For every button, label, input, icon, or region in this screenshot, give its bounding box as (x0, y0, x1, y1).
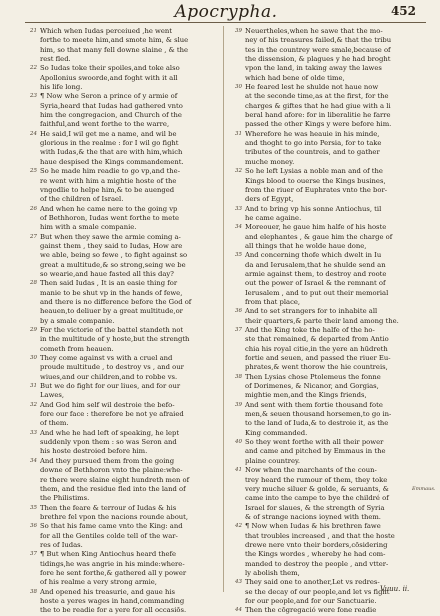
text-line (230, 167, 424, 176)
line-text: da and Ierusalem,that he shulde send an (245, 260, 386, 269)
line-text: and elephantes , & gaue him the charge of (245, 232, 393, 241)
verse-number: 42 (235, 523, 242, 530)
running-title: Apocrypha. (174, 2, 278, 22)
line-text: them, and the residue fled into the land of (40, 484, 186, 493)
line-text: the dissension, & plagues y he had broght (245, 55, 391, 64)
line-text: him, so that many fell downe slaine , & the (40, 45, 188, 54)
text-line (230, 148, 424, 157)
line-text: so wearie,and haue fasted all this day? (40, 269, 174, 278)
text-line (230, 55, 424, 64)
line-text: And God him self wil destroie the befo- (40, 400, 175, 409)
text-line (25, 120, 219, 129)
line-text: wiues,and our children,and to robbe vs. (40, 372, 178, 381)
line-text: Apollonius swoorde,and foght with it all (40, 73, 178, 82)
text-line (230, 27, 424, 36)
text-line (25, 466, 219, 475)
verse-number: 33 (30, 429, 37, 436)
verse-number: 37 (30, 551, 37, 558)
line-text: and thoght to go into Persia, for to take (245, 139, 382, 148)
text-line (230, 195, 424, 204)
line-text: fortie and seuen, and passed the riuer Eu- (245, 354, 391, 363)
line-text: fore our face : therefore be not ye afraied (40, 410, 184, 419)
text-line (25, 373, 219, 382)
line-text: ¶ But when King Antiochus heard thefe (40, 550, 177, 559)
line-text: him with a smale companie. (40, 223, 137, 232)
line-text: And the King toke the halfe of the ho- (245, 326, 375, 334)
text-line (25, 298, 219, 307)
text-line (230, 74, 424, 83)
verse-number: 32 (30, 401, 37, 408)
line-text: And opened his treasurie, and gaue his (40, 587, 176, 596)
line-text: gainst them , they said to Iudas, How are (40, 241, 183, 250)
line-text: to the land of Iuda,& to destroie it, as the (245, 419, 389, 428)
verse-number: 25 (30, 168, 37, 175)
text-line (25, 476, 219, 485)
line-text: armie against them, to destroy and roote (245, 269, 387, 278)
line-text: For the victorie of the battel standeth not (40, 326, 184, 334)
line-text: the Philistims. (40, 494, 90, 503)
text-line (230, 289, 424, 298)
verse-number: 24 (30, 130, 37, 137)
line-text: forthe to meete him,and smote him, & slue (40, 36, 189, 45)
text-line (25, 532, 219, 541)
text-line (25, 429, 219, 438)
line-text: ste that remained, & departed from Antio (245, 335, 389, 344)
line-text: Lawes, (40, 391, 65, 400)
line-text: manie to be shut vp in the hands of fewe, (40, 288, 183, 297)
line-text: phrates,& went thorow the hie countreis, (245, 363, 388, 372)
text-line (25, 27, 219, 36)
verse-number: 23 (30, 93, 37, 100)
line-text: And sent with them fortie thousand fote (245, 400, 383, 409)
text-line (230, 139, 424, 148)
text-line (25, 597, 219, 606)
line-text: in the multitude of y hoste,but the strength (40, 335, 190, 344)
line-text: ly abolish them, (245, 568, 300, 577)
text-line (25, 130, 219, 139)
line-text: Ierusalem , and to put out their memorial (245, 288, 389, 297)
text-line (230, 120, 424, 129)
verse-number: 40 (235, 439, 242, 446)
text-line (25, 419, 219, 428)
verse-number: 30 (235, 84, 242, 91)
line-text: passed the other Kings y were before him. (245, 120, 392, 129)
text-line (230, 307, 424, 316)
text-line (230, 130, 424, 139)
line-text: glorious in the realme : for I wil go fight (40, 139, 179, 148)
text-line (25, 214, 219, 223)
text-line (230, 64, 424, 73)
line-text: ders of Egypt, (245, 195, 294, 204)
verse-number: 29 (30, 327, 37, 333)
text-line (25, 578, 219, 587)
line-text: out the power of Israel & the remnant of (245, 279, 386, 288)
text-line (230, 279, 424, 288)
verse-number: 36 (30, 523, 37, 530)
text-line (230, 391, 424, 400)
text-line (25, 410, 219, 419)
text-line (25, 345, 219, 354)
text-line (230, 111, 424, 120)
verse-number: 31 (235, 130, 242, 137)
left-column (25, 27, 219, 616)
line-text: Then the cōgregació were fone readie (245, 606, 377, 615)
text-line (25, 242, 219, 251)
right-column (230, 27, 424, 616)
line-text: hoste a yeres wages in hand,commanding (40, 596, 185, 605)
line-text: So he left Lysias a noble man and of the (245, 167, 383, 176)
line-text: rest fled. (40, 55, 71, 64)
verse-number: 36 (235, 308, 242, 315)
verse-number: 34 (30, 457, 37, 464)
text-line (230, 92, 424, 101)
line-text: trey heard the rumour of them, they toke (245, 475, 388, 484)
line-text: So Iudas toke their spoiles,and toke also (40, 64, 180, 73)
text-line (25, 606, 219, 615)
line-text: Then the feare & terrour of Iudas & his (40, 503, 177, 512)
text-line (25, 205, 219, 214)
line-text: all things that he wolde haue done, (245, 241, 367, 250)
line-text: of Dorimenes, & Nicanor, and Gorgias, (245, 382, 379, 391)
line-text: tes in the countrey were smale,because of (245, 45, 391, 54)
column-divider (223, 26, 224, 592)
line-text: And concerning thofe which dwelt in Iu (245, 251, 382, 260)
text-line (25, 317, 219, 326)
text-line (25, 177, 219, 186)
text-line (230, 485, 424, 494)
text-line (25, 494, 219, 503)
text-line (230, 541, 424, 550)
line-text: mightie men,and the Kings friends, (245, 391, 367, 400)
line-text: res of Iudas. (40, 540, 83, 549)
text-line (25, 550, 219, 559)
line-text: And they pursued them from the going (40, 456, 175, 465)
text-line (230, 158, 424, 167)
line-text: King commanded. (245, 428, 308, 437)
line-text: their quarters,& parte their land among the. (245, 316, 399, 325)
text-line (25, 55, 219, 64)
line-text: Which when Iudas perceiued ,he went (40, 27, 172, 35)
line-text: & of strange nacions ioyned with them. (245, 512, 381, 521)
text-line (25, 289, 219, 298)
verse-number: 43 (235, 579, 242, 586)
text-line (230, 214, 424, 223)
text-line (230, 335, 424, 344)
verse-number: 38 (235, 373, 242, 380)
verse-number: 32 (235, 168, 242, 175)
text-line (230, 513, 424, 522)
text-line (25, 46, 219, 55)
text-line (25, 401, 219, 410)
text-line (230, 317, 424, 326)
text-line (25, 251, 219, 260)
line-text: tidings,he was angrie in his minde:where- (40, 559, 185, 568)
line-text: And whe he had left of speaking, he lept (40, 428, 180, 437)
text-line (230, 466, 424, 475)
text-line (230, 476, 424, 485)
text-line (25, 335, 219, 344)
line-text: But we do fight for our liues, and for our (40, 382, 181, 391)
line-text: faithful,and went forthe to the warre, (40, 120, 170, 129)
line-text: And to bring vp his sonne Antiochus, til (245, 204, 382, 213)
text-line (25, 588, 219, 597)
line-text: Then said Iudas , It is an easie thing for (40, 279, 178, 288)
line-text: Neuertheles,when he sawe that the mo- (245, 27, 383, 35)
line-text: Syria,heard that Iudas had gathered vnto (40, 101, 183, 110)
text-line (25, 167, 219, 176)
line-text: Moreouer, he gaue him halfe of his hoste (245, 223, 387, 232)
line-text: from that place, (245, 297, 301, 306)
text-line (230, 363, 424, 372)
verse-number: 22 (30, 65, 37, 72)
line-text: plaine countrey. (245, 456, 301, 465)
text-line (230, 205, 424, 214)
line-text: heauen,to deliuer by a great multitude,or (40, 307, 183, 316)
page-header (30, 2, 422, 22)
line-text: They come against vs with a cruel and (40, 354, 173, 363)
line-text: chia his royal citie,in the yere an hūdreth (245, 344, 388, 353)
line-text: and there is no difference before the God of (40, 297, 192, 306)
verse-number: 30 (30, 355, 37, 362)
line-text: Now when the marchants of the coun- (245, 466, 377, 475)
text-line (25, 391, 219, 400)
text-line (25, 569, 219, 578)
text-line (230, 102, 424, 111)
line-text: brethre fel vpon the nacions rounde about, (40, 512, 189, 521)
text-line (230, 550, 424, 559)
text-line (25, 457, 219, 466)
signature-mark: Vuuu. ii. (380, 585, 410, 593)
line-text: He said,I wil get me a name, and wil be (40, 129, 177, 138)
text-line (25, 233, 219, 242)
verse-number: 31 (30, 383, 37, 390)
verse-number: 35 (235, 252, 242, 259)
line-text: that troubles increased , and that the hoste (245, 531, 395, 540)
line-text: vngodlie to helpe him,& to be auenged (40, 185, 175, 194)
line-text: So he made him readie to go vp,and the- (40, 167, 180, 176)
text-line (25, 223, 219, 232)
text-line (25, 139, 219, 148)
text-line (25, 307, 219, 316)
line-text: which had bene of olde time, (245, 73, 345, 82)
line-text: vpon the land, in taking away the lawes (245, 64, 382, 73)
text-line (25, 560, 219, 569)
header-rule (25, 22, 426, 23)
line-text: And to set strangers for to inhabite all (245, 307, 378, 316)
verse-number: 33 (235, 205, 242, 212)
text-line (230, 429, 424, 438)
line-text: great a multitude,& so strong,seing we be (40, 260, 186, 269)
line-text: by a smale companie. (40, 316, 115, 325)
text-line (230, 419, 424, 428)
verse-number: 39 (235, 401, 242, 408)
text-line (230, 606, 424, 615)
line-text: downe of Bethhoron vnto the plaine:whe- (40, 466, 183, 475)
line-text: Kings blood to ouerse the Kings busines, (245, 176, 386, 185)
text-line (25, 148, 219, 157)
text-line (230, 83, 424, 92)
line-text: re there were slaine eight hundreth men of (40, 475, 190, 484)
text-line (230, 186, 424, 195)
verse-number: 39 (235, 28, 242, 34)
line-text: re went with him a mightie hoste of the (40, 176, 177, 185)
text-line (230, 354, 424, 363)
text-line (25, 363, 219, 372)
line-text: So that his fame came vnto the King: and (40, 522, 183, 531)
line-text: ¶ Now when Iudas & his brethren fawe (245, 522, 381, 531)
verse-number: 21 (30, 28, 37, 34)
text-line (25, 158, 219, 167)
line-text: we able, being so fewe , to fight against so (40, 251, 188, 260)
text-line (25, 64, 219, 73)
text-line (25, 83, 219, 92)
text-line (230, 233, 424, 242)
text-line (230, 532, 424, 541)
line-text: men,& seuen thousand horsemen,to go in- (245, 410, 392, 419)
line-text: his hoste destroied before him. (40, 447, 148, 456)
line-text: cometh from heauen. (40, 344, 114, 353)
page-number: 452 (390, 4, 416, 18)
text-line (25, 102, 219, 111)
line-text: Israel for slaues, & the strength of Syria (245, 503, 385, 512)
text-line (25, 279, 219, 288)
line-text: And when he came nere to the going vp (40, 204, 178, 213)
text-line (25, 270, 219, 279)
line-text: Then Lysias chose Ptolemeus the fonne (245, 372, 381, 381)
line-text: But when they sawe the armie coming a- (40, 232, 181, 241)
text-line (230, 326, 424, 335)
line-text: ney of his treasures failed,& that the tribu (245, 36, 392, 45)
line-text: fore he sent forthe,& gathered all y power (40, 568, 187, 577)
line-text: and came and pitched by Emmaus in the (245, 447, 386, 456)
text-line (25, 36, 219, 45)
text-line (25, 111, 219, 120)
verse-number: 28 (30, 280, 37, 287)
line-text: manded to destroy the people , and vtter- (245, 559, 389, 568)
line-text: muche money. (245, 157, 295, 166)
text-line (25, 261, 219, 270)
text-line (25, 485, 219, 494)
line-text: So they went forthe with all their power (245, 438, 384, 447)
text-line (230, 504, 424, 513)
line-text: came into the campe to bye the childré of (245, 494, 389, 503)
line-text: He feared lest he shulde not haue now (245, 83, 379, 92)
line-text: Wherefore he was heauie in his minde, (245, 129, 380, 138)
line-text: from the riuer of Euphrates vnto the bor- (245, 185, 388, 194)
text-line (230, 46, 424, 55)
line-text: of them. (40, 419, 69, 428)
line-text: him the congregacion, and Church of the (40, 111, 182, 120)
line-text: suddenly vpon them : so was Seron and (40, 438, 177, 447)
line-text: se the decay of our people,and let vs fight (245, 587, 390, 596)
text-line (25, 195, 219, 204)
line-text: very muche siluer & golde, & seruants, & (245, 484, 389, 493)
text-line (25, 447, 219, 456)
text-line (230, 457, 424, 466)
text-line (230, 410, 424, 419)
text-line (25, 326, 219, 335)
text-line (230, 177, 424, 186)
verse-number: 34 (235, 224, 242, 231)
verse-number: 26 (30, 205, 37, 212)
line-text: They said one to another,Let vs redres- (245, 578, 380, 587)
text-line (230, 382, 424, 391)
line-text: tributes of the countreis, and to gather (245, 148, 380, 157)
text-line (230, 223, 424, 232)
text-line (230, 560, 424, 569)
text-line (230, 447, 424, 456)
line-text: his life long. (40, 83, 83, 92)
verse-number: 38 (30, 588, 37, 595)
text-line (230, 597, 424, 606)
text-line (230, 298, 424, 307)
text-line (25, 522, 219, 531)
marginal-note: Emmaus. (412, 486, 436, 492)
line-text: at the seconde time,as at the first, for the (245, 92, 389, 101)
text-line (230, 438, 424, 447)
verse-number: 37 (235, 327, 242, 333)
verse-number: 41 (235, 467, 242, 474)
text-line (230, 261, 424, 270)
line-text: beral hand afore: for in liberalitie he farre (245, 111, 391, 120)
text-line (230, 345, 424, 354)
line-text: haue despised the Kings commandement. (40, 157, 184, 166)
text-line (230, 401, 424, 410)
line-text: of the children of Israel. (40, 195, 124, 204)
text-line (25, 438, 219, 447)
text-line (230, 36, 424, 45)
text-line (25, 92, 219, 101)
text-line (25, 74, 219, 83)
verse-number: 35 (30, 504, 37, 511)
text-line (230, 242, 424, 251)
line-text: with Iudas,& the that are with him,which (40, 148, 183, 157)
line-text: for all the Gentiles colde tell of the war- (40, 531, 178, 540)
line-text: of Bethhoron, Iudas went forthe to mete (40, 213, 179, 222)
line-text: drewe nere vnto their borders,cōsidering (245, 540, 388, 549)
text-line (230, 494, 424, 503)
line-text: he came againe. (245, 213, 302, 222)
text-line (25, 354, 219, 363)
line-text: the to be readie for a yere for all occasiōs. (40, 606, 187, 615)
text-line (230, 522, 424, 531)
line-text: for our people,and for our Sanctuarie. (245, 596, 377, 605)
text-line (230, 251, 424, 260)
verse-number: 27 (30, 233, 37, 240)
text-line (25, 504, 219, 513)
line-text: charges & giftes that he had giue with a li (245, 101, 391, 110)
text-line (25, 186, 219, 195)
text-line (25, 541, 219, 550)
text-line (230, 569, 424, 578)
verse-number: 44 (235, 607, 242, 614)
line-text: the Kings wordes , whereby he had com- (245, 550, 386, 559)
text-line (25, 382, 219, 391)
line-text: proude multitude , to destroy vs , and our (40, 363, 184, 372)
text-line (230, 373, 424, 382)
line-text: of his realme a very strong armie, (40, 578, 157, 587)
text-line (25, 513, 219, 522)
line-text: ¶ Now whe Seron a prince of y armie of (40, 92, 178, 101)
text-line (230, 270, 424, 279)
